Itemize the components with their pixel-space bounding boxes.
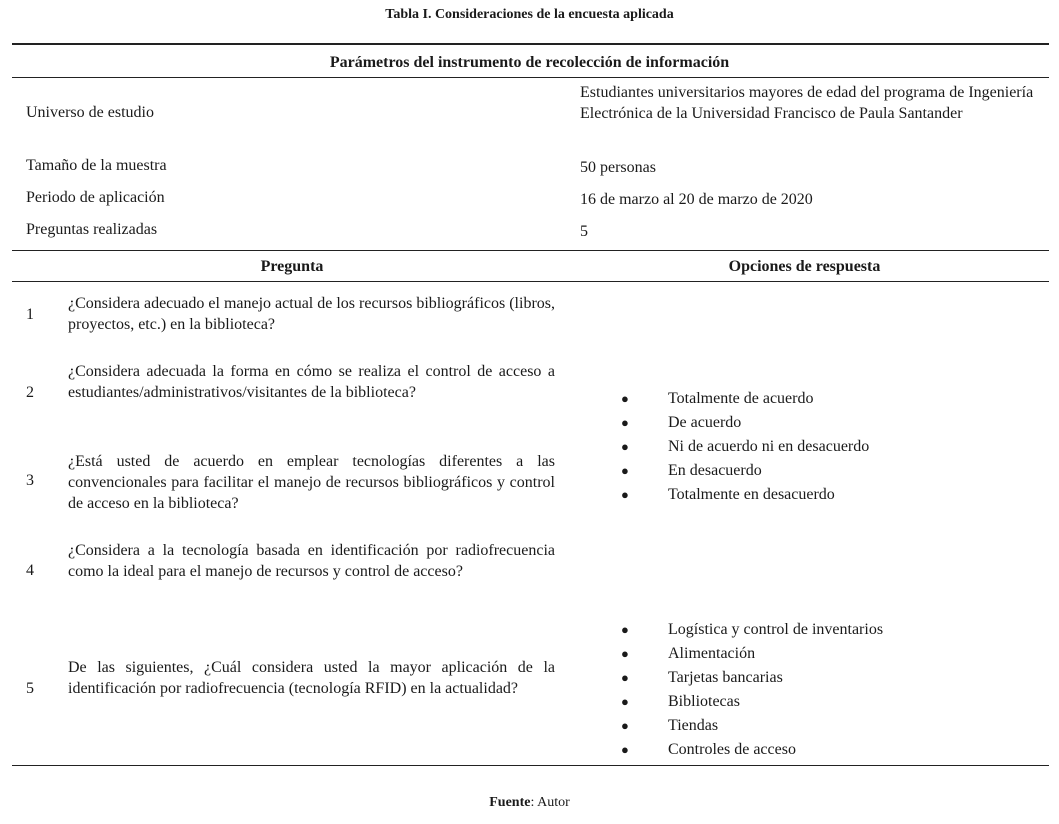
param-value-period: 16 de marzo al 20 de marzo de 2020 bbox=[580, 191, 813, 208]
source-label: Fuente bbox=[489, 795, 531, 810]
parameters-title-rule bbox=[12, 77, 1049, 78]
bullet-icon: ● bbox=[621, 463, 629, 478]
option-label: Bibliotecas bbox=[668, 693, 740, 710]
option-label: Tarjetas bancarias bbox=[668, 669, 783, 686]
question-number: 1 bbox=[26, 306, 34, 323]
list-item bbox=[617, 714, 883, 738]
option-label: Tiendas bbox=[668, 717, 719, 734]
question-number: 5 bbox=[26, 680, 34, 697]
parameters-title: Parámetros del instrumento de recolección de información bbox=[329, 54, 730, 71]
rfid-options-list bbox=[617, 618, 883, 762]
param-value-questions: 5 bbox=[580, 223, 588, 240]
parameters-bottom-rule bbox=[12, 250, 1049, 251]
list-item bbox=[617, 666, 883, 690]
question-text: ¿Considera a la tecnología basada en identificación por radiofrecuencia como la ideal para el manejo de recursos y control de acceso? bbox=[68, 542, 555, 580]
option-label: En desacuerdo bbox=[668, 462, 762, 479]
bullet-icon: ● bbox=[621, 415, 629, 430]
bullet-icon: ● bbox=[621, 670, 629, 685]
question-number: 3 bbox=[26, 472, 34, 489]
question-text: ¿Considera adecuada la forma en cómo se realiza el control de acceso a estudiantes/administrativos/visitantes de la biblioteca? bbox=[68, 363, 555, 401]
param-value-sample: 50 personas bbox=[580, 159, 656, 176]
bullet-icon: ● bbox=[621, 694, 629, 709]
question-text: De las siguientes, ¿Cuál considera usted la mayor aplicación de la identificación por radiofrecuencia (tecnología RFID) en la actualidad? bbox=[68, 659, 555, 697]
list-item bbox=[617, 435, 869, 459]
top-rule bbox=[12, 43, 1049, 45]
list-item bbox=[617, 411, 869, 435]
param-label-sample: Tamaño de la muestra bbox=[26, 157, 167, 174]
list-item bbox=[617, 690, 883, 714]
bullet-icon: ● bbox=[621, 646, 629, 661]
param-label-period: Periodo de aplicación bbox=[26, 189, 165, 206]
column-header-options: Opciones de respuesta bbox=[728, 258, 881, 275]
bullet-icon: ● bbox=[621, 391, 629, 406]
bottom-rule bbox=[12, 765, 1049, 766]
list-item bbox=[617, 618, 883, 642]
source-note bbox=[0, 795, 1059, 811]
column-header-rule bbox=[12, 281, 1049, 282]
list-item bbox=[617, 459, 869, 483]
param-label-universe: Universo de estudio bbox=[26, 104, 154, 121]
question-number: 2 bbox=[26, 384, 34, 401]
question-text: ¿Considera adecuado el manejo actual de los recursos bibliográficos (libros, proyectos, etc.) en la biblioteca? bbox=[68, 295, 555, 333]
option-label: Controles de acceso bbox=[668, 741, 796, 758]
bullet-icon: ● bbox=[621, 622, 629, 637]
param-label-questions: Preguntas realizadas bbox=[26, 221, 158, 238]
option-label: Alimentación bbox=[668, 645, 756, 662]
bullet-icon: ● bbox=[621, 487, 629, 502]
param-value-universe: Estudiantes universitarios mayores de edad del programa de Ingeniería Electrónica de la Universidad Francisco de Paula Santander bbox=[580, 84, 1034, 122]
column-header-question: Pregunta bbox=[260, 258, 324, 275]
option-label: De acuerdo bbox=[668, 414, 742, 431]
likert-options-list bbox=[617, 387, 869, 507]
question-text: ¿Está usted de acuerdo en emplear tecnologías diferentes a las convencionales para facilitar el manejo de recursos bibliográficos y control de acceso en la biblioteca? bbox=[68, 453, 555, 512]
table-caption: Tabla I. Consideraciones de la encuesta aplicada bbox=[385, 7, 674, 22]
list-item bbox=[617, 483, 869, 507]
source-separator: : bbox=[530, 795, 535, 810]
bullet-icon: ● bbox=[621, 742, 629, 757]
list-item bbox=[617, 738, 883, 762]
question-number: 4 bbox=[26, 562, 34, 579]
list-item bbox=[617, 387, 869, 411]
option-label: Totalmente en desacuerdo bbox=[668, 486, 835, 503]
bullet-icon: ● bbox=[621, 718, 629, 733]
option-label: Totalmente de acuerdo bbox=[668, 390, 814, 407]
option-label: Ni de acuerdo ni en desacuerdo bbox=[668, 438, 870, 455]
option-label: Logística y control de inventarios bbox=[668, 621, 884, 638]
list-item bbox=[617, 642, 883, 666]
bullet-icon: ● bbox=[621, 439, 629, 454]
source-value: Autor bbox=[534, 795, 570, 810]
